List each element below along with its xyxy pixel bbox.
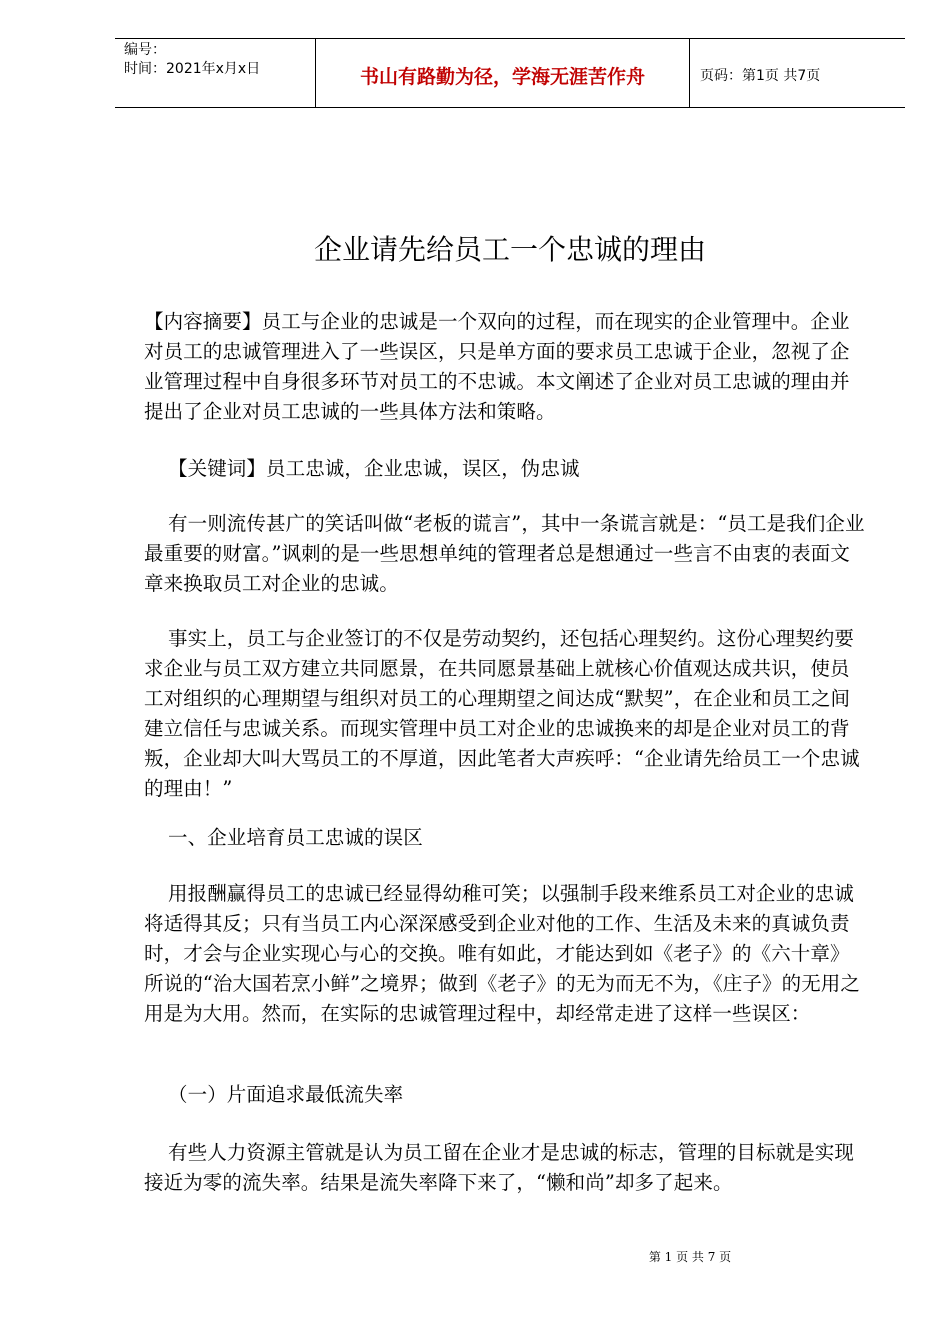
header-meta-cell [115, 39, 316, 107]
body-paragraph-2: 事实上，员工与企业签订的不仅是劳动契约，还包括心理契约。这份心理契约要求企业与员工双方建立共同愿景，在共同愿景基础上就核心价值观达成共识，使员工对组织的心理期望与组织对员工的心理期望之间达成“默契”，在企业和员工之间建立信任与忠诚关系。而现实管理中员工对企业的忠诚换来的却是企业对员工的背叛，企业却大叫大骂员工的不厚道，因此笔者大声疾呼：“企业请先给员工一个忠诚的理由！” [144, 627, 860, 800]
abstract-paragraph: 【内容摘要】员工与企业的忠诚是一个双向的过程，而在现实的企业管理中。企业对员工的忠诚管理进入了一些误区，只是单方面的要求员工忠诚于企业，忽视了企业管理过程中自身很多环节对员工的不忠诚。本文阐述了企业对员工忠诚的理由并提出了企业对员工忠诚的一些具体方法和策略。 [144, 310, 850, 423]
document-time-label: 时间：2021年x月x日 [124, 61, 261, 77]
header-table [115, 38, 905, 108]
body-paragraph-3: 用报酬赢得员工的忠诚已经显得幼稚可笑；以强制手段来维系员工对企业的忠诚将适得其反；只有当员工内心深深感受到企业对他的工作、生活及未来的真诚负责时，才会与企业实现心与心的交换。唯有如此，才能达到如《老子》的《六十章》所说的“治大国若烹小鲜”之境界；做到《老子》的无为而无不为，《庄子》的无用之用是为大用。然而，在实际的忠诚管理过程中，却经常走进了这样一些误区： [144, 882, 860, 1025]
header-motto: 书山有路勤为径，学海无涯苦作舟 [316, 39, 690, 107]
document-number-label: 编号： [124, 42, 166, 58]
section-heading-1: 一、企业培育员工忠诚的误区 [168, 826, 423, 849]
page-footer: 第 1 页 共 7 页 [648, 1250, 732, 1264]
subsection-heading-1: （一）片面追求最低流失率 [168, 1083, 404, 1106]
body-paragraph-4: 有些人力资源主管就是认为员工留在企业才是忠诚的标志，管理的目标就是实现接近为零的流失率。结果是流失率降下来了，“懒和尚”却多了起来。 [144, 1141, 855, 1194]
body-paragraph-1: 有一则流传甚广的笑话叫做“老板的谎言”，其中一条谎言就是：“员工是我们企业最重要的财富。”讽刺的是一些思想单纯的管理者总是想通过一些言不由衷的表面文章来换取员工对企业的忠诚。 [144, 512, 865, 595]
keywords-paragraph: 【关键词】员工忠诚，企业忠诚，误区，伪忠诚 [168, 457, 580, 480]
header-page-info: 页码：第1页 共7页 [700, 68, 821, 84]
document-title: 企业请先给员工一个忠诚的理由 [313, 233, 706, 266]
